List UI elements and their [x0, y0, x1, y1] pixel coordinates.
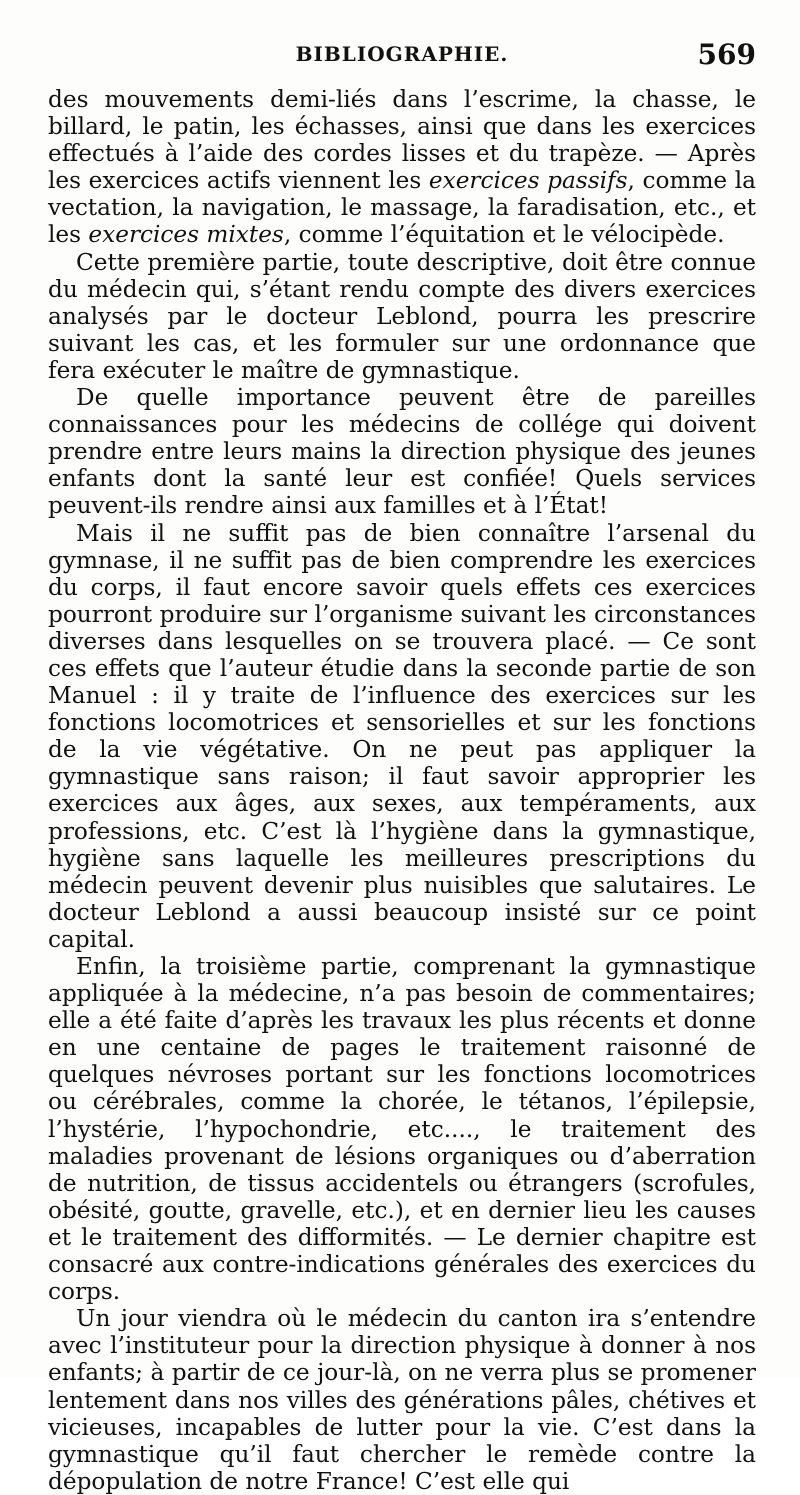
paragraph-5: Enfin, la troisième partie, comprenant la gymnastique appliquée à la médecine, n’a pas besoin de commentaires; elle a été faite d’après les travaux les plus récents et donne en une centaine de pages le traitement raisonné de quelques névroses portant sur les fonctions locomotrices ou cérébrales, comme la chorée, le tétanos, l’épilepsie, l’hystérie, l’hypochondrie, etc...., le traitement des maladies provenant de lésions organiques ou d’aberration de nutrition, de tissus accidentels ou étrangers (scrofules, obésité, goutte, gravelle, etc.), et en dernier lieu les causes et le traitement des difformités. — Le dernier chapitre est consacré aux contre-indications générales des exercices du corps.: [48, 953, 756, 1306]
paragraph-6: Un jour viendra où le médecin du canton ira s’entendre avec l’instituteur pour la direction physique à donner à nos enfants; à partir de ce jour-là, on ne verra plus se promener lentement dans nos villes des générations pâles, chétives et vicieuses, incapables de lutter pour la vie. C’est dans la gymnastique qu’il faut chercher le remède contre la dépopulation de notre France! C’est elle qui: [48, 1305, 756, 1495]
paragraph-1-text-c: , comme la vectation, la navigation, le massage, la faradisation, etc., et les: [48, 167, 757, 249]
page-header: [48, 30, 756, 78]
paragraph-2: Cette première partie, toute descriptive, doit être connue du médecin qui, s’étant rendu compte des divers exercices analysés par le docteur Leblond, pourra les prescrire suivant les cas, et les formuler sur une ordonnance que fera exécuter le maître de gymnastique.: [48, 248, 756, 384]
paragraph-1-emphasis-passifs: exercices passifs: [428, 167, 628, 195]
paragraph-1-text-a: des mouvements demi-liés dans l’escrime, la chasse, le billard, le patin, les échasses, ainsi que dans les exercices effectués à l’aide des cordes lisses et du trapèze. — Après les exercices actifs viennent les: [48, 86, 756, 195]
paragraph-3: De quelle importance peuvent être de pareilles connaissances pour les médecins de collége qui doivent prendre entre leurs mains la direction physique des jeunes enfants dont la santé leur est confiée! Quels services peuvent-ils rendre ainsi aux familles et à l’État!: [48, 384, 756, 520]
page-number: 569: [697, 38, 756, 71]
body-text: [48, 86, 756, 1495]
paragraph-4: Mais il ne suffit pas de bien connaître l’arsenal du gymnase, il ne suffit pas de bien comprendre les exercices du corps, il faut encore savoir quels effets ces exercices pourront produire sur l’organisme suivant les circonstances diverses dans lesquelles on se trouvera placé. — Ce sont ces effets que l’auteur étudie dans la seconde partie de son Manuel : il y traite de l’influence des exercices sur les fonctions locomotrices et sensorielles et sur les fonctions de la vie végétative. On ne peut pas appliquer la gymnastique sans raison; il faut savoir approprier les exercices aux âges, aux sexes, aux tempéraments, aux professions, etc. C’est là l’hygiène dans la gymnastique, hygiène sans laquelle les meilleures prescriptions du médecin peuvent devenir plus nuisibles que salutaires. Le docteur Leblond a aussi beaucoup insisté sur ce point capital.: [48, 519, 756, 953]
paragraph-1: [48, 86, 756, 249]
running-head: BIBLIOGRAPHIE.: [295, 42, 509, 66]
paragraph-1-emphasis-mixtes: exercices mixtes: [88, 221, 284, 249]
paragraph-1-text-e: , comme l’équitation et le vélocipède.: [283, 221, 725, 249]
